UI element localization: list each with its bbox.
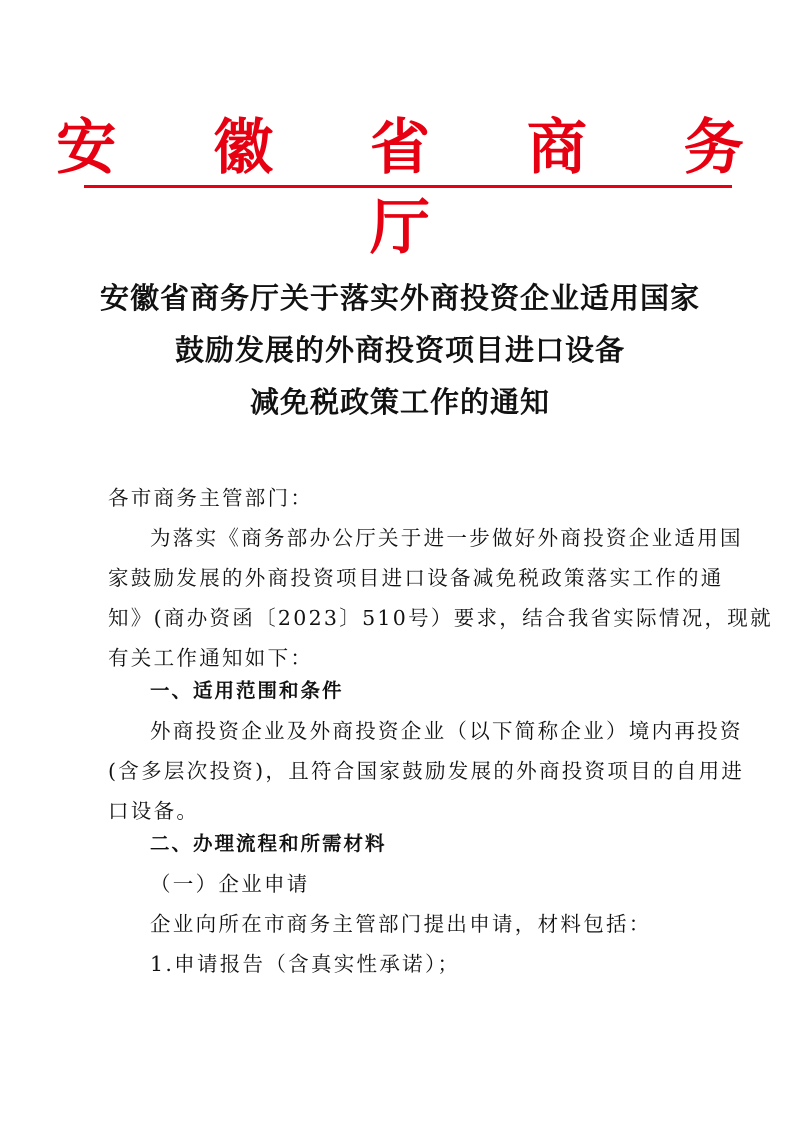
subsection-1-intro: 企业向所在市商务主管部门提出申请，材料包括： bbox=[150, 912, 652, 936]
red-divider-line bbox=[84, 185, 732, 188]
section-1-line-3: 口设备。 bbox=[108, 799, 200, 823]
section-1-heading: 一、适用范围和条件 bbox=[150, 679, 344, 702]
intro-line-2: 家鼓励发展的外商投资项目进口设备减免税政策落实工作的通 bbox=[108, 566, 724, 590]
section-2-heading: 二、办理流程和所需材料 bbox=[150, 832, 387, 855]
list-item-1: 1.申请报告（含真实性承诺）； bbox=[150, 952, 461, 976]
org-masthead: 安 徽 省 商 务 厅 bbox=[56, 113, 782, 263]
document-title-line-1: 安徽省商务厅关于落实外商投资企业适用国家 bbox=[99, 281, 700, 315]
salutation: 各市商务主管部门： bbox=[108, 486, 314, 510]
section-1-line-1: 外商投资企业及外商投资企业（以下简称企业）境内再投资 bbox=[150, 719, 743, 743]
subsection-1-heading: （一）企业申请 bbox=[150, 872, 310, 896]
intro-line-3: 知》(商办资函〔2023〕510号）要求，结合我省实际情况，现就 bbox=[108, 606, 773, 630]
intro-line-1: 为落实《商务部办公厅关于进一步做好外商投资企业适用国 bbox=[150, 526, 743, 550]
intro-line-4: 有关工作通知如下： bbox=[108, 646, 314, 670]
section-1-line-2: (含多层次投资)，且符合国家鼓励发展的外商投资项目的自用进 bbox=[108, 759, 745, 783]
document-title-line-2: 鼓励发展的外商投资项目进口设备 bbox=[174, 333, 625, 367]
document-title-line-3: 减免税政策工作的通知 bbox=[249, 385, 550, 419]
